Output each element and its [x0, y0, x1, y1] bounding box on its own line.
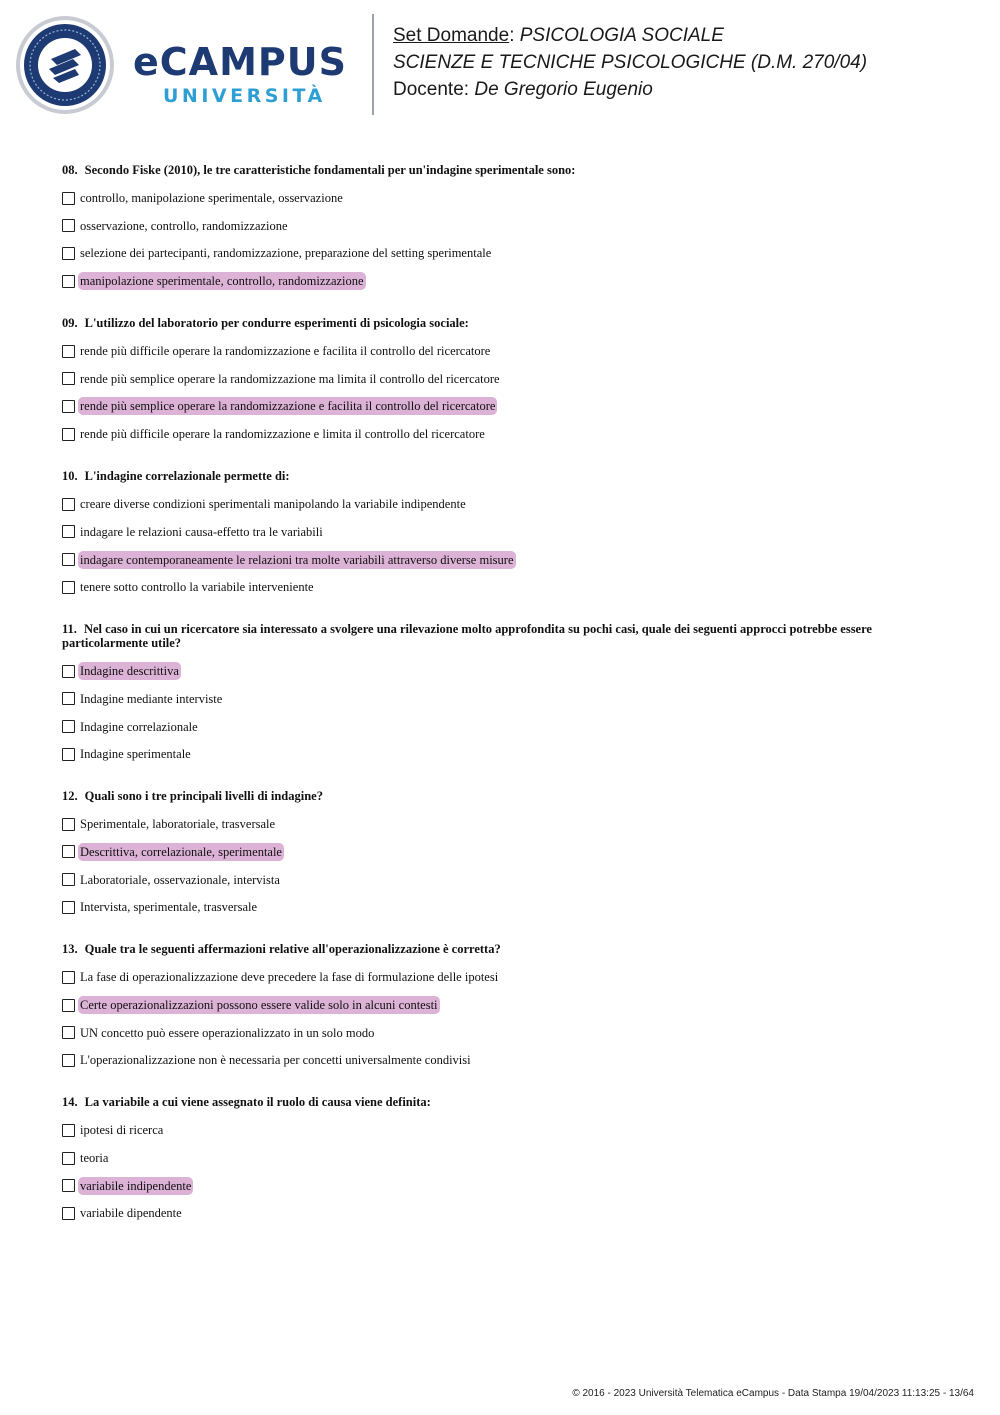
- answer-option[interactable]: [62, 550, 942, 570]
- answer-text: Sperimentale, laboratoriale, trasversale: [80, 817, 276, 832]
- teacher-label: Docente: [393, 79, 464, 100]
- header-divider: [372, 14, 374, 115]
- answer-text: selezione dei partecipanti, randomizzazione, preparazione del setting sperimentale: [80, 246, 492, 261]
- answer-option[interactable]: [62, 396, 942, 416]
- question-prompt: La variabile a cui viene assegnato il ruolo di causa viene definita:: [84, 1095, 431, 1110]
- answer-text: Indagine sperimentale: [80, 747, 191, 762]
- answer-option[interactable]: [62, 216, 942, 236]
- answer-option[interactable]: [62, 689, 942, 709]
- teacher-line: Docente: De Gregorio Eugenio: [393, 79, 653, 100]
- answer-text: creare diverse condizioni sperimentali manipolando la variabile indipendente: [80, 497, 466, 512]
- answer-option[interactable]: [62, 1120, 942, 1140]
- answer-text: variabile dipendente: [80, 1206, 182, 1221]
- answer-checkbox[interactable]: [62, 692, 75, 705]
- answer-text: Laboratoriale, osservazionale, intervista: [80, 872, 280, 887]
- answer-option[interactable]: [62, 1050, 942, 1070]
- answer-option[interactable]: [62, 967, 942, 987]
- answer-option[interactable]: [62, 814, 942, 834]
- page-header: [0, 0, 1000, 130]
- ecampus-logo: [133, 42, 355, 112]
- answer-option[interactable]: [62, 243, 942, 263]
- answer-checkbox[interactable]: [62, 818, 75, 831]
- answer-option[interactable]: [62, 188, 942, 208]
- question-number: 09.: [62, 316, 78, 331]
- answer-text: Intervista, sperimentale, trasversale: [80, 900, 258, 915]
- answer-option[interactable]: [62, 577, 942, 597]
- answer-text: ipotesi di ricerca: [80, 1123, 164, 1138]
- answer-checkbox[interactable]: [62, 1026, 75, 1039]
- set-line: Set Domande: PSICOLOGIA SOCIALE: [393, 25, 724, 46]
- answer-checkbox[interactable]: [62, 192, 75, 205]
- answer-option[interactable]: [62, 369, 942, 389]
- question-block: [62, 942, 942, 1070]
- answer-checkbox[interactable]: [62, 247, 75, 260]
- question-prompt: Secondo Fiske (2010), le tre caratteristiche fondamentali per un'indagine sperimentale sono:: [84, 163, 576, 177]
- answer-text-highlighted: Indagine descrittiva: [80, 664, 179, 679]
- answer-text-highlighted: Descrittiva, correlazionale, sperimentale: [80, 844, 282, 859]
- answer-text: osservazione, controllo, randomizzazione: [80, 218, 288, 233]
- answer-checkbox[interactable]: [62, 428, 75, 441]
- question-number: 10.: [62, 469, 78, 484]
- answer-option[interactable]: [62, 341, 942, 361]
- set-title: PSICOLOGIA SOCIALE: [519, 25, 724, 46]
- answer-text: L'operazionalizzazione non è necessaria per concetti universalmente condivisi: [80, 1053, 471, 1068]
- logo-brand-top: eCAMPUS: [133, 40, 347, 84]
- answer-checkbox[interactable]: [62, 498, 75, 511]
- answer-text: rende più difficile operare la randomizzazione e facilita il controllo del ricercatore: [80, 344, 491, 359]
- question-number: 13.: [62, 942, 78, 957]
- answer-text: Indagine correlazionale: [80, 719, 198, 734]
- answer-checkbox[interactable]: [62, 999, 75, 1012]
- answer-option[interactable]: [62, 424, 942, 444]
- question-list: [62, 163, 942, 1248]
- question-prompt: Quali sono i tre principali livelli di indagine?: [84, 789, 323, 804]
- question-text: [62, 942, 942, 956]
- answer-checkbox[interactable]: [62, 720, 75, 733]
- answer-option[interactable]: [62, 717, 942, 737]
- university-seal-icon: [15, 15, 115, 115]
- question-prompt: L'indagine correlazionale permette di:: [84, 469, 290, 484]
- logo-brand-bottom: UNIVERSITÀ: [163, 85, 326, 107]
- answer-text-highlighted: indagare contemporaneamente le relazioni tra molte variabili attraverso diverse misure: [80, 552, 514, 567]
- header-info: [393, 22, 867, 103]
- answer-text: indagare le relazioni causa-effetto tra le variabili: [80, 524, 323, 539]
- answer-text: tenere sotto controllo la variabile interveniente: [80, 580, 314, 595]
- course-name: SCIENZE E TECNICHE PSICOLOGICHE (D.M. 270/04): [393, 52, 868, 73]
- question-block: [62, 163, 942, 291]
- answer-checkbox[interactable]: [62, 971, 75, 984]
- question-number: 11.: [62, 622, 77, 637]
- set-label: Set Domande: [393, 25, 510, 46]
- answer-text: La fase di operazionalizzazione deve precedere la fase di formulazione delle ipotesi: [80, 970, 499, 985]
- answer-checkbox[interactable]: [62, 845, 75, 858]
- answer-option[interactable]: [62, 522, 942, 542]
- answer-option[interactable]: [62, 897, 942, 917]
- question-text: [62, 789, 942, 803]
- answer-checkbox[interactable]: [62, 1054, 75, 1067]
- answer-checkbox[interactable]: [62, 748, 75, 761]
- answer-checkbox[interactable]: [62, 1124, 75, 1137]
- question-block: [62, 789, 942, 917]
- course-line: [393, 49, 867, 76]
- answer-option[interactable]: [62, 870, 942, 890]
- answer-option[interactable]: [62, 661, 942, 681]
- answer-option[interactable]: [62, 1203, 942, 1223]
- answer-text-highlighted: variabile indipendente: [80, 1178, 192, 1193]
- answer-checkbox[interactable]: [62, 1152, 75, 1165]
- answer-option[interactable]: [62, 744, 942, 764]
- question-text: [62, 622, 942, 650]
- answer-text-highlighted: manipolazione sperimentale, controllo, randomizzazione: [80, 274, 364, 289]
- question-block: [62, 1095, 942, 1223]
- answer-checkbox[interactable]: [62, 275, 75, 288]
- answer-checkbox[interactable]: [62, 372, 75, 385]
- question-block: [62, 469, 942, 597]
- answer-checkbox[interactable]: [62, 525, 75, 538]
- answer-text: controllo, manipolazione sperimentale, osservazione: [80, 191, 343, 205]
- answer-checkbox[interactable]: [62, 1179, 75, 1192]
- answer-option[interactable]: [62, 842, 942, 862]
- answer-option[interactable]: [62, 1148, 942, 1168]
- question-text: [62, 163, 942, 177]
- question-block: [62, 622, 942, 764]
- answer-text: UN concetto può essere operazionalizzato in un solo modo: [80, 1025, 375, 1040]
- answer-text-highlighted: rende più semplice operare la randomizzazione e facilita il controllo del ricercatore: [80, 399, 496, 414]
- teacher-name: De Gregorio Eugenio: [474, 79, 653, 100]
- question-number: 08.: [62, 163, 78, 177]
- answer-text: Indagine mediante interviste: [80, 691, 223, 706]
- answer-checkbox[interactable]: [62, 665, 75, 678]
- answer-option[interactable]: [62, 995, 942, 1015]
- question-block: [62, 316, 942, 444]
- answer-option[interactable]: [62, 1023, 942, 1043]
- answer-checkbox[interactable]: [62, 219, 75, 232]
- answer-text-highlighted: Certe operazionalizzazioni possono essere valide solo in alcuni contesti: [80, 998, 438, 1012]
- answer-option[interactable]: [62, 494, 942, 514]
- page-footer: © 2016 - 2023 Università Telematica eCampus - Data Stampa 19/04/2023 11:13:25 - 13/64: [572, 1388, 974, 1399]
- answer-checkbox[interactable]: [62, 873, 75, 886]
- question-prompt: Quale tra le seguenti affermazioni relative all'operazionalizzazione è corretta?: [84, 942, 501, 957]
- answer-checkbox[interactable]: [62, 1207, 75, 1220]
- question-text: [62, 469, 942, 483]
- answer-text: rende più semplice operare la randomizzazione ma limita il controllo del ricercatore: [80, 371, 500, 386]
- answer-option[interactable]: [62, 1176, 942, 1196]
- answer-checkbox[interactable]: [62, 581, 75, 594]
- answer-checkbox[interactable]: [62, 345, 75, 358]
- answer-checkbox[interactable]: [62, 901, 75, 914]
- question-prompt: L'utilizzo del laboratorio per condurre esperimenti di psicologia sociale:: [84, 316, 469, 331]
- answer-checkbox[interactable]: [62, 553, 75, 566]
- question-text: [62, 1095, 942, 1109]
- answer-text: teoria: [80, 1151, 109, 1166]
- question-prompt: Nel caso in cui un ricercatore sia interessato a svolgere una rilevazione molto approfondita su pochi casi, quale dei seguenti approcci potrebbe essere particolarmente utile?: [62, 622, 872, 651]
- question-number: 14.: [62, 1095, 78, 1110]
- answer-option[interactable]: [62, 271, 942, 291]
- question-text: [62, 316, 942, 330]
- answer-text: rende più difficile operare la randomizzazione e limita il controllo del ricercatore: [80, 427, 485, 442]
- question-number: 12.: [62, 789, 78, 804]
- answer-checkbox[interactable]: [62, 400, 75, 413]
